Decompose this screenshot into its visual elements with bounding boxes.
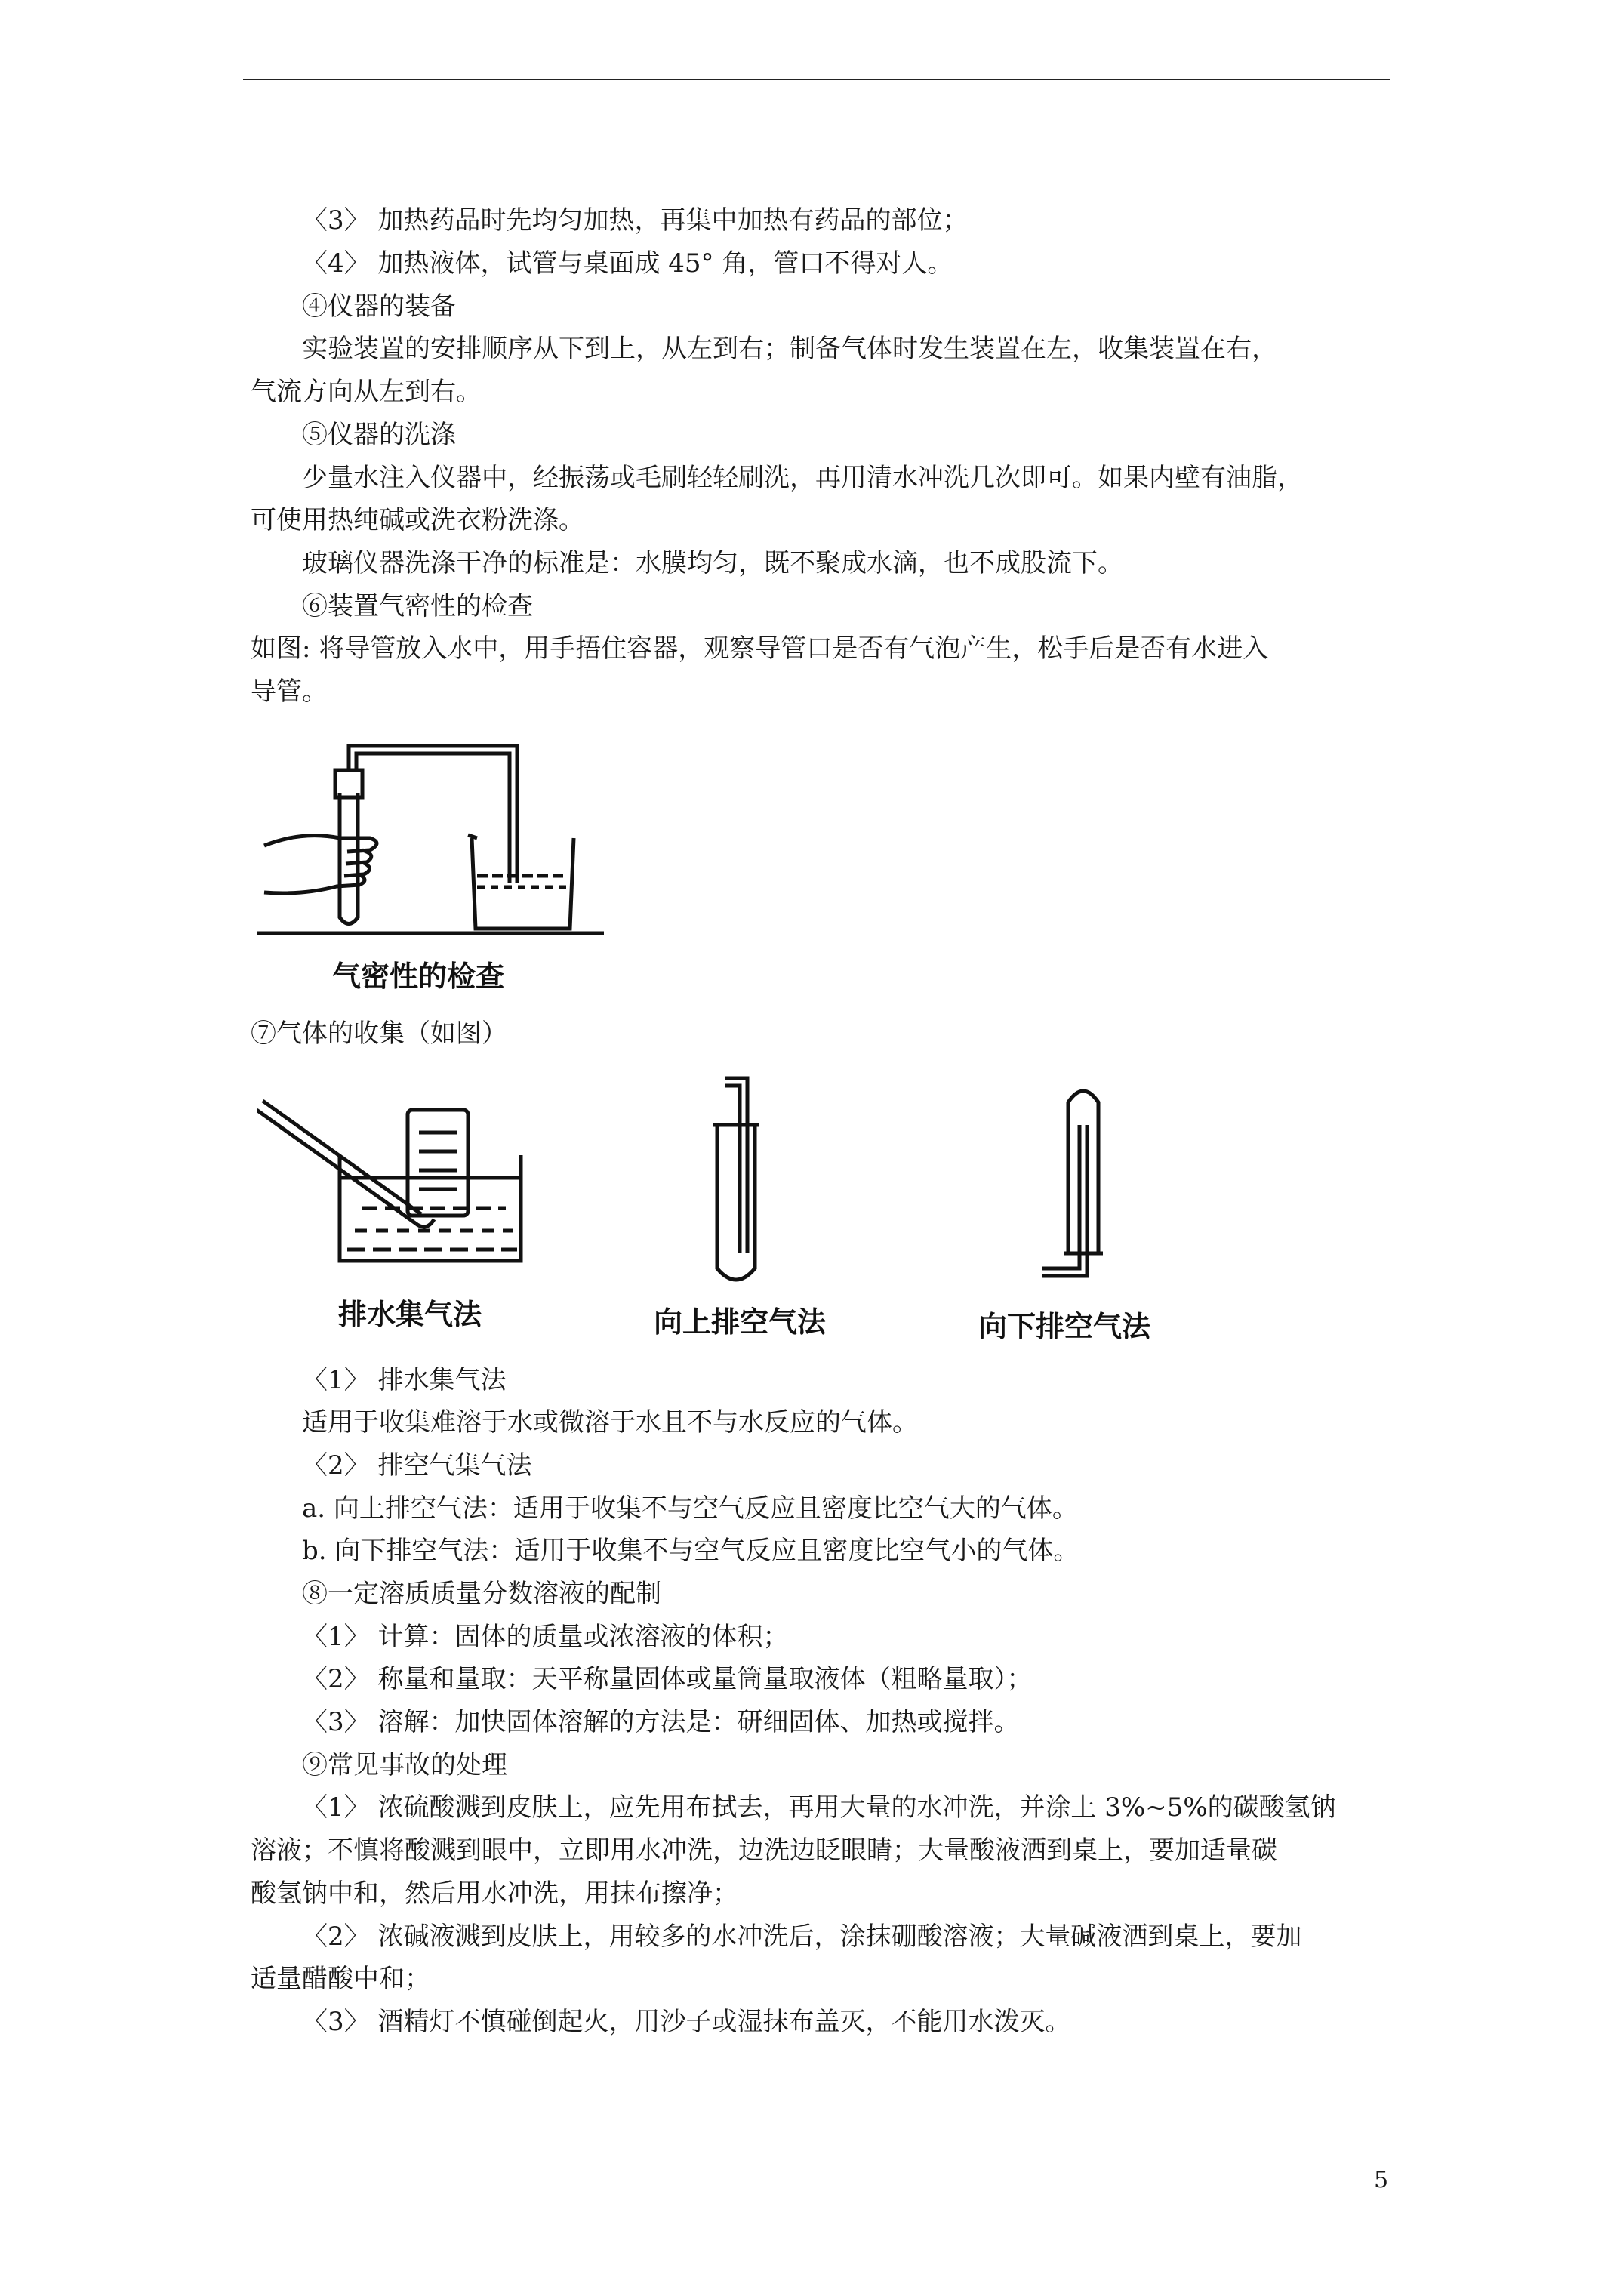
text-line: 少量水注入仪器中，经振荡或毛刷轻轻刷洗，再用清水冲洗几次即可。如果内壁有油脂， [302,463,1303,493]
section-heading: ⑥装置气密性的检查 [302,591,533,621]
text-line: a. 向上排空气法：适用于收集不与空气反应且密度比空气大的气体。 [302,1493,1078,1524]
text-line: 酸氢钠中和，然后用水冲洗，用抹布擦净； [251,1878,738,1909]
section-heading: ⑨常见事故的处理 [302,1750,507,1780]
text-line: 可使用热纯碱或洗衣粉洗涤。 [251,505,584,535]
upward-air-displacement-figure [702,1072,793,1291]
text-line: 〈3〉 加热药品时先均匀加热，再集中加热有药品的部位； [302,205,969,236]
text-line: 气流方向从左到右。 [251,377,482,407]
section-heading: ⑧一定溶质质量分数溶液的配制 [302,1579,661,1609]
figure-caption: 排水集气法 [338,1298,482,1331]
section-heading: ⑤仪器的洗涤 [302,420,456,450]
text-line: 〈2〉 浓碱液溅到皮肤上，用较多的水冲洗后，涂抹硼酸溶液；大量碱液洒到桌上，要加 [302,1922,1302,1952]
section-heading: ⑦气体的收集（如图） [251,1019,507,1049]
text-line: 〈3〉 酒精灯不慎碰倒起火，用沙子或湿抹布盖灭，不能用水泼灭。 [302,2007,1071,2037]
text-line: 〈1〉 排水集气法 [302,1365,507,1395]
page-number: 5 [1374,2167,1389,2193]
text-line: 溶液；不慎将酸溅到眼中，立即用水冲洗，边洗边眨眼睛；大量酸液洒到桌上，要加适量碳 [251,1835,1277,1866]
text-line: 适用于收集难溶于水或微溶于水且不与水反应的气体。 [302,1407,918,1438]
text-line: 实验装置的安排顺序从下到上，从左到右；制备气体时发生装置在左，收集装置在右， [302,334,1277,364]
text-line: 〈1〉 浓硫酸溅到皮肤上，应先用布拭去，再用大量的水冲洗，并涂上 3%~5%的碳酸氢钠 [302,1792,1336,1823]
text-line: 〈1〉 计算：固体的质量或浓溶液的体积； [302,1622,789,1652]
water-displacement-figure [257,1095,536,1268]
figure-caption: 气密性的检查 [332,960,505,993]
text-line: 导管。 [251,676,328,707]
figure-caption: 向上排空气法 [654,1305,827,1339]
text-line: 适量醋酸中和； [251,1964,430,1994]
text-line: 〈3〉 溶解：加快固体溶解的方法是：研细固体、加热或搅拌。 [302,1707,1020,1737]
text-line: 〈4〉 加热液体，试管与桌面成 45° 角，管口不得对人。 [302,248,953,279]
header-rule [243,79,1390,80]
text-line: 如图: 将导管放入水中，用手捂住容器，观察导管口是否有气泡产生，松手后是否有水进入 [251,633,1269,664]
downward-air-displacement-figure [1027,1080,1117,1291]
text-line: b. 向下排空气法：适用于收集不与空气反应且密度比空气小的气体。 [302,1536,1079,1566]
text-line: 玻璃仪器洗涤干净的标准是：水膜均匀，既不聚成水滴，也不成股流下。 [302,548,1123,578]
section-heading: ④仪器的装备 [302,291,456,322]
text-line: 〈2〉 称量和量取：天平称量固体或量筒量取液体（粗略量取）； [302,1664,1033,1694]
figure-caption: 向下排空气法 [978,1310,1151,1343]
text-line: 〈2〉 排空气集气法 [302,1450,532,1481]
airtightness-check-figure [257,725,604,944]
